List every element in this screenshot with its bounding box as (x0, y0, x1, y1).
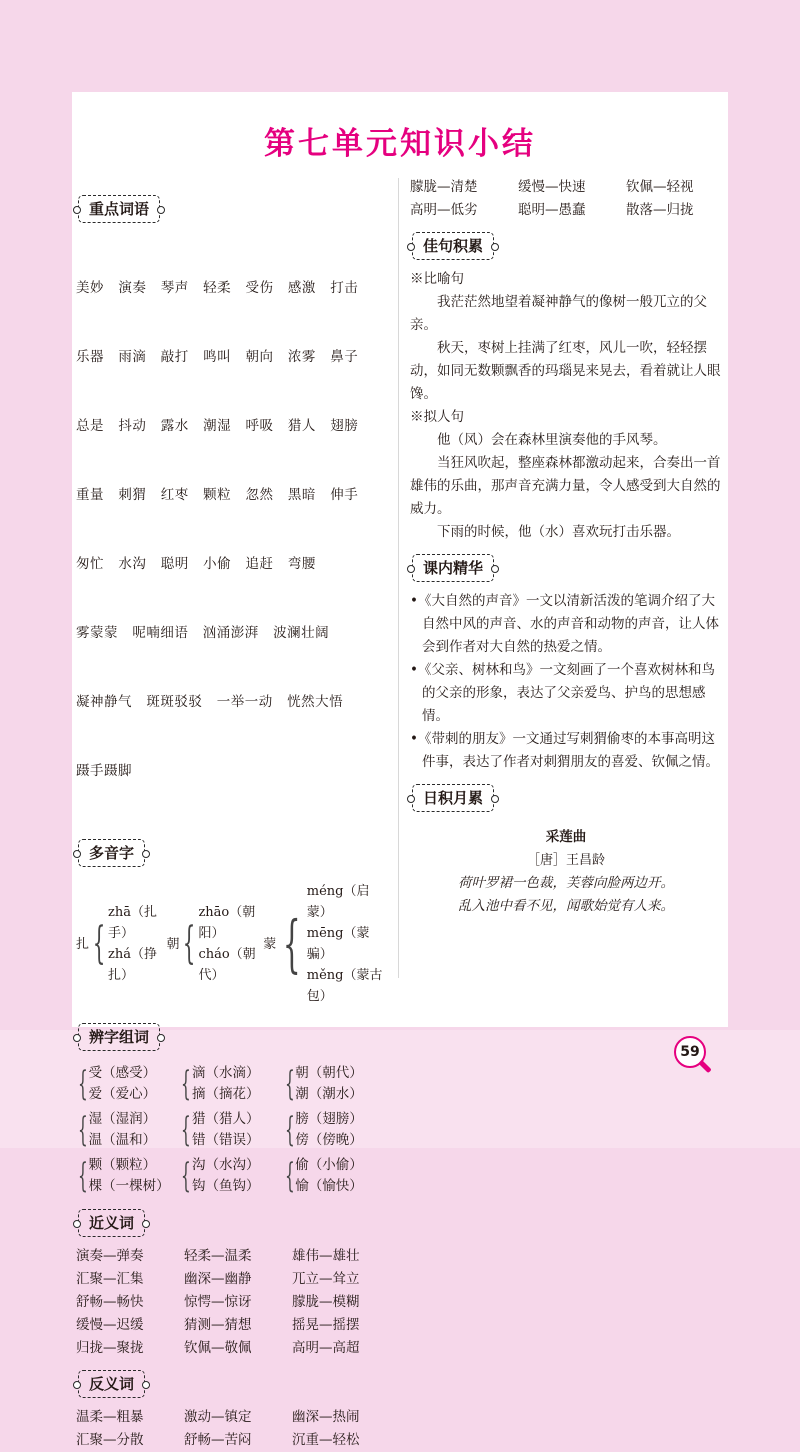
section-heading-sentences: 佳句积累 (412, 232, 494, 260)
brace-icon: { (92, 918, 106, 969)
polyphone-row (76, 881, 386, 1007)
distinguish-pair (179, 1155, 282, 1197)
distinguish-word: 猎（猎人） (191, 1111, 260, 1127)
brace-icon: { (183, 918, 196, 969)
distinguish-row (76, 1063, 386, 1105)
synonym-pair: 朦胧—模糊 (292, 1294, 360, 1310)
distinguish-word: 摘（摘花） (191, 1086, 260, 1102)
distinguish-pair (76, 1063, 179, 1105)
vocab-line: 乐器 雨滴 敲打 鸣叫 朝向 浓雾 鼻子 (76, 349, 359, 365)
vocab-line: 总是 抖动 露水 潮湿 呼吸 猎人 翅膀 (76, 418, 359, 434)
synonym-pair: 幽深—幽静 (184, 1271, 252, 1287)
distinguish-pair (76, 1109, 179, 1151)
distinguish-row (76, 1155, 386, 1197)
section-heading-key-words: 重点词语 (78, 195, 160, 223)
synonym-pair: 轻柔—温柔 (184, 1248, 252, 1264)
antonym-pair: 聪明—愚蠢 (518, 202, 586, 218)
vocab-line: 凝神静气 斑斑驳驳 一举一动 恍然大悟 (76, 694, 344, 710)
antonym-pair: 高明—低劣 (410, 202, 478, 218)
distinguish-groups (76, 1063, 386, 1197)
vocab-line: 蹑手蹑脚 (76, 763, 132, 779)
sentence-paragraph: 我茫茫然地望着凝神静气的像树一般兀立的父亲。 (410, 294, 707, 333)
section-heading-polyphones: 多音字 (78, 839, 145, 867)
brace-icon: { (181, 1064, 192, 1104)
distinguish-word: 钩（鱼钩） (191, 1178, 260, 1194)
distinguish-word: 温（温和） (88, 1132, 157, 1148)
sentence-paragraph: 他（风）会在森林里演奏他的手风琴。 (437, 432, 667, 448)
distinguish-pair (179, 1109, 282, 1151)
synonym-pair: 猜测—猜想 (184, 1317, 252, 1333)
distinguish-word: 潮（潮水） (295, 1086, 363, 1102)
synonym-pair: 归拢—聚拢 (76, 1340, 144, 1356)
vocab-line: 重量 刺猬 红枣 颗粒 忽然 黑暗 伸手 (76, 487, 359, 503)
antonyms-grid (76, 1406, 386, 1452)
distinguish-word: 颗（颗粒） (88, 1157, 157, 1173)
polyphone-reading: zhá（挣扎） (108, 947, 157, 983)
polyphone-reading: méng（启蒙） (306, 884, 370, 920)
lesson-summary: •《大自然的声音》一文以清新活泼的笔调介绍了大自然中风的声音、水的声音和动物的声音，让人体会到作者对大自然的热爱之情。 (410, 593, 719, 655)
brace-icon: { (77, 1110, 88, 1150)
brace-icon: { (283, 907, 301, 980)
distinguish-word: 朝（朝代） (295, 1065, 363, 1081)
polyphone-char: 蒙 (263, 936, 277, 952)
synonym-pair: 演奏—弹奏 (76, 1248, 144, 1264)
sentence-paragraph: 下雨的时候，他（水）喜欢玩打击乐器。 (437, 524, 680, 540)
antonym-pair: 沉重—轻松 (292, 1432, 360, 1448)
polyphone-reading: měng（蒙古包） (306, 968, 383, 1004)
antonym-pair: 汇聚—分散 (76, 1432, 144, 1448)
polyphone-reading: cháo（朝代） (198, 947, 256, 983)
synonym-pair: 摇晃—摇摆 (292, 1317, 360, 1333)
polyphone-char: 扎 (76, 936, 90, 952)
section-heading-synonyms: 近义词 (78, 1209, 145, 1237)
poem-line: 乱入池中看不见，闻歌始觉有人来。 (458, 898, 674, 914)
distinguish-pair (283, 1063, 386, 1105)
synonym-pair: 惊愕—惊讶 (184, 1294, 252, 1310)
lesson-summary-text: 《大自然的声音》一文以清新活泼的笔调介绍了大自然中风的声音、水的声音和动物的声音，让人体会到作者对大自然的热爱之情。 (417, 593, 719, 655)
section-heading-antonyms: 反义词 (78, 1370, 145, 1398)
polyphone-readings (108, 902, 166, 986)
poem-title: 采莲曲 (545, 829, 587, 845)
distinguish-word: 爱（爱心） (88, 1086, 157, 1102)
polyphone-readings (198, 902, 263, 986)
distinguish-pair (179, 1063, 282, 1105)
distinguish-word: 沟（水沟） (191, 1157, 260, 1173)
synonym-pair: 钦佩—敬佩 (184, 1340, 252, 1356)
poem-author: ［唐］王昌龄 (526, 853, 605, 868)
antonym-pair: 舒畅—苦闷 (184, 1432, 252, 1448)
antonym-pair: 幽深—热闹 (292, 1409, 360, 1425)
synonym-pair: 兀立—耸立 (292, 1271, 360, 1287)
distinguish-word: 棵（一棵树） (88, 1178, 170, 1194)
sentence-paragraph: 秋天，枣树上挂满了红枣，风儿一吹，轻轻摆动，如同无数颗飘香的玛瑙晃来晃去，看着就让人眼馋。 (410, 340, 721, 402)
distinguish-word: 错（错误） (191, 1132, 260, 1148)
antonym-pair: 散落—归拢 (626, 202, 694, 218)
polyphone-char: 朝 (166, 936, 180, 952)
synonym-pair: 高明—高超 (292, 1340, 360, 1356)
distinguish-word: 偷（小偷） (295, 1157, 363, 1173)
distinguish-pair (283, 1155, 386, 1197)
synonym-pair: 缓慢—迟缓 (76, 1317, 144, 1333)
distinguish-word: 受（感受） (88, 1065, 157, 1081)
brace-icon: { (284, 1156, 295, 1196)
poem-line: 荷叶罗裙一色裁，芙蓉向脸两边开。 (458, 875, 674, 891)
sentence-paragraph: 当狂风吹起，整座森林都激动起来，合奏出一首雄伟的乐曲，那声音充满力量，令人感受到大自然的威力。 (410, 455, 721, 517)
antonym-pair: 温柔—粗暴 (76, 1409, 144, 1425)
distinguish-word: 愉（愉快） (295, 1178, 363, 1194)
personification-label: ※拟人句 (410, 409, 464, 425)
brace-icon: { (77, 1064, 88, 1104)
left-column (76, 185, 386, 1452)
antonyms-grid-continued (410, 176, 722, 222)
distinguish-pair (76, 1155, 179, 1197)
lesson-summary-text: 《带刺的朋友》一文通过写刺猬偷枣的本事高明这件事，表达了作者对刺猬朋友的喜爱、钦佩之情。 (417, 731, 719, 770)
brace-icon: { (181, 1110, 192, 1150)
polyphone-reading: zhāo（朝阳） (198, 905, 256, 941)
brace-icon: { (77, 1156, 88, 1196)
synonym-pair: 舒畅—畅快 (76, 1294, 144, 1310)
synonym-pair: 汇聚—汇集 (76, 1271, 144, 1287)
section-heading-distinguish: 辨字组词 (78, 1023, 160, 1051)
antonym-pair: 朦胧—清楚 (410, 179, 478, 195)
distinguish-row (76, 1109, 386, 1151)
distinguish-word: 傍（傍晚） (295, 1132, 363, 1148)
vocab-line: 匆忙 水沟 聪明 小偷 追赶 弯腰 (76, 556, 316, 572)
page-title: 第七单元知识小结 (264, 126, 536, 162)
right-column (410, 176, 722, 918)
distinguish-word: 膀（翅膀） (295, 1111, 363, 1127)
polyphone-reading: zhā（扎手） (108, 905, 157, 941)
lesson-summary: •《父亲、树林和鸟》一文刻画了一个喜欢树林和鸟的父亲的形象，表达了父亲爱鸟、护鸟的思想感情。 (410, 662, 715, 724)
key-words-list (76, 231, 386, 829)
column-divider (398, 178, 399, 978)
antonym-pair: 缓慢—快速 (518, 179, 586, 195)
synonyms-grid (76, 1245, 386, 1360)
vocab-line: 美妙 演奏 琴声 轻柔 受伤 感激 打击 (76, 280, 359, 296)
antonym-pair: 钦佩—轻视 (626, 179, 694, 195)
brace-icon: { (284, 1110, 295, 1150)
distinguish-word: 湿（湿润） (88, 1111, 157, 1127)
distinguish-pair (283, 1109, 386, 1151)
section-heading-daily: 日积月累 (412, 784, 494, 812)
synonym-pair: 雄伟—雄壮 (292, 1248, 360, 1264)
simile-label: ※比喻句 (410, 271, 464, 287)
antonym-pair: 激动—镇定 (184, 1409, 252, 1425)
vocab-line: 雾蒙蒙 呢喃细语 汹涌澎湃 波澜壮阔 (76, 625, 330, 641)
polyphone-reading: mēng（蒙骗） (306, 926, 370, 962)
polyphone-readings (307, 881, 386, 1007)
brace-icon: { (284, 1064, 295, 1104)
distinguish-word: 滴（水滴） (191, 1065, 260, 1081)
page-number: 59 (674, 1036, 706, 1068)
brace-icon: { (181, 1156, 192, 1196)
lesson-summary-text: 《父亲、树林和鸟》一文刻画了一个喜欢树林和鸟的父亲的形象，表达了父亲爱鸟、护鸟的思想感情。 (417, 662, 715, 724)
section-heading-lessons: 课内精华 (412, 554, 494, 582)
lesson-summary: •《带刺的朋友》一文通过写刺猬偷枣的本事高明这件事，表达了作者对刺猬朋友的喜爱、钦佩之情。 (410, 731, 719, 770)
